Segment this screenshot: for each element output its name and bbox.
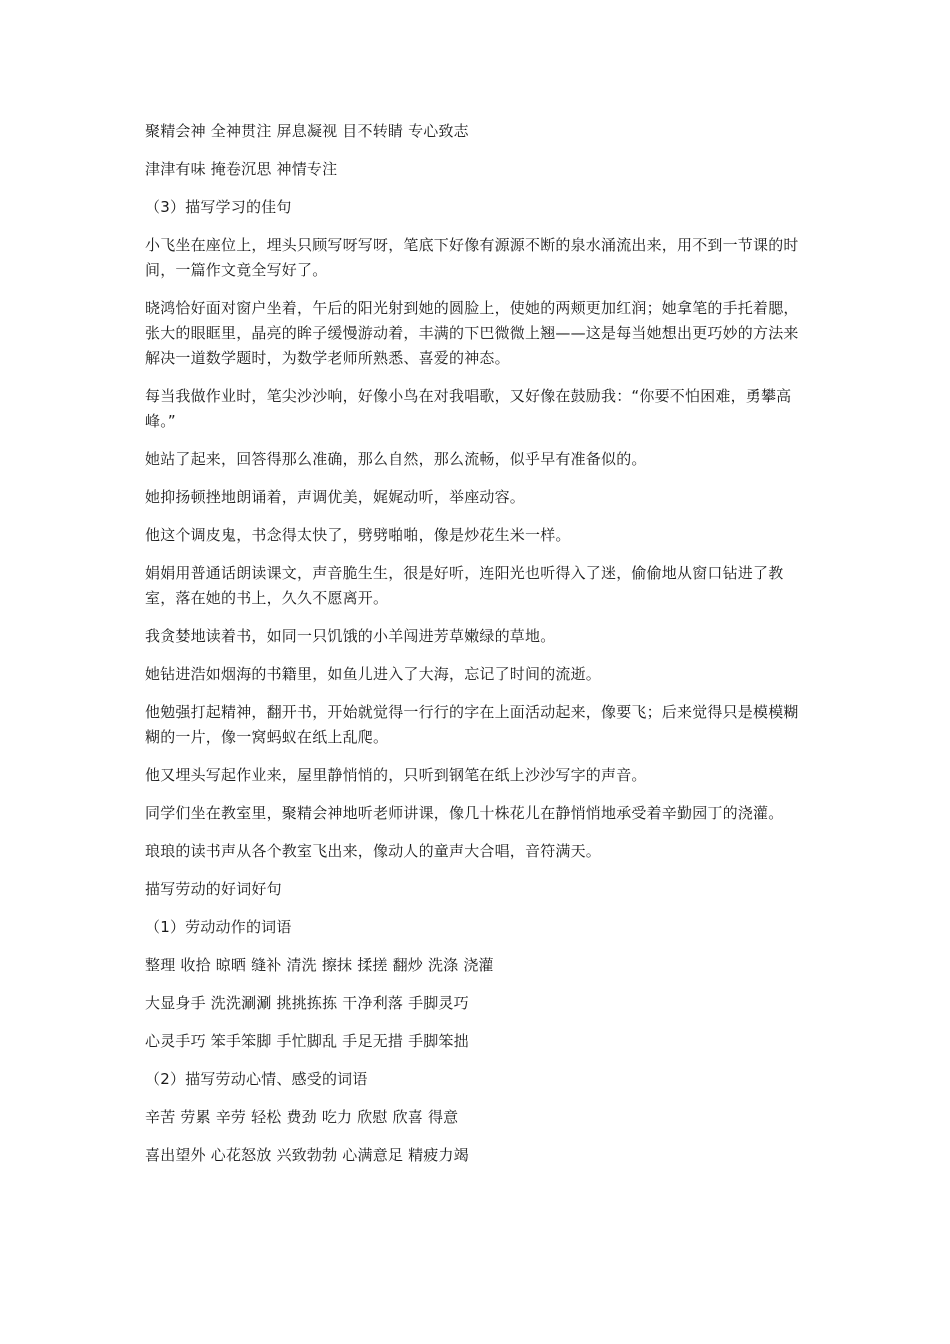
example-sentence: 琅琅的读书声从各个教室飞出来，像动人的童声大合唱，音符满天。 [145,842,602,860]
section-heading: （1）劳动动作的词语 [145,918,292,936]
example-sentence: 每当我做作业时，笔尖沙沙响，好像小鸟在对我唱歌，又好像在鼓励我：“你要不怕困难，勇攀高峰。” [145,387,792,430]
example-sentence: 我贪婪地读着书，如同一只饥饿的小羊闯进芳草嫩绿的草地。 [145,627,556,645]
section-title: 描写劳动的好词好句 [145,880,282,898]
word-list-line: 大显身手 洗洗涮涮 挑挑拣拣 干净利落 手脚灵巧 [145,994,469,1012]
example-sentence: 娟娟用普通话朗读课文，声音脆生生，很是好听，连阳光也听得入了迷，偷偷地从窗口钻进了教室，落在她的书上，久久不愿离开。 [145,564,784,607]
example-sentence: 她抑扬顿挫地朗诵着，声调优美，娓娓动听，举座动容。 [145,488,526,506]
word-list-line: 心灵手巧 笨手笨脚 手忙脚乱 手足无措 手脚笨拙 [145,1032,469,1050]
example-sentence: 他这个调皮鬼，书念得太快了，劈劈啪啪，像是炒花生米一样。 [145,526,571,544]
example-sentence: 小飞坐在座位上，埋头只顾写呀写呀，笔底下好像有源源不断的泉水涌流出来，用不到一节课的时间，一篇作文竟全写好了。 [145,236,799,279]
word-list-line: 整理 收拾 晾晒 缝补 清洗 擦抹 揉搓 翻炒 洗涤 浇灌 [145,956,494,974]
document-body [145,119,810,1181]
example-sentence: 她站了起来，回答得那么准确，那么自然，那么流畅，似乎早有准备似的。 [145,450,647,468]
example-sentence: 他勉强打起精神，翻开书，开始就觉得一行行的字在上面活动起来，像要飞；后来觉得只是模模糊糊的一片，像一窝蚂蚁在纸上乱爬。 [145,703,799,746]
word-list-line: 津津有味 掩卷沉思 神情专注 [145,160,338,178]
word-list-line: 辛苦 劳累 辛劳 轻松 费劲 吃力 欣慰 欣喜 得意 [145,1108,459,1126]
word-list-line: 喜出望外 心花怒放 兴致勃勃 心满意足 精疲力竭 [145,1146,469,1164]
section-heading: （2）描写劳动心情、感受的词语 [145,1070,368,1088]
example-sentence: 她钻进浩如烟海的书籍里，如鱼儿进入了大海，忘记了时间的流逝。 [145,665,602,683]
example-sentence: 他又埋头写起作业来，屋里静悄悄的，只听到钢笔在纸上沙沙写字的声音。 [145,766,647,784]
section-heading: （3）描写学习的佳句 [145,198,292,216]
example-sentence: 晓鸿恰好面对窗户坐着，午后的阳光射到她的圆脸上，使她的两颊更加红润；她拿笔的手托着腮，张大的眼眶里，晶亮的眸子缓慢游动着，丰满的下巴微微上翘——这是每当她想出更巧妙的方法来解决一道数学题时，为数学老师所熟悉、喜爱的神态。 [145,299,799,367]
example-sentence: 同学们坐在教室里，聚精会神地听老师讲课，像几十株花儿在静悄悄地承受着辛勤园丁的浇灌。 [145,804,784,822]
word-list-line: 聚精会神 全神贯注 屏息凝视 目不转睛 专心致志 [145,122,469,140]
